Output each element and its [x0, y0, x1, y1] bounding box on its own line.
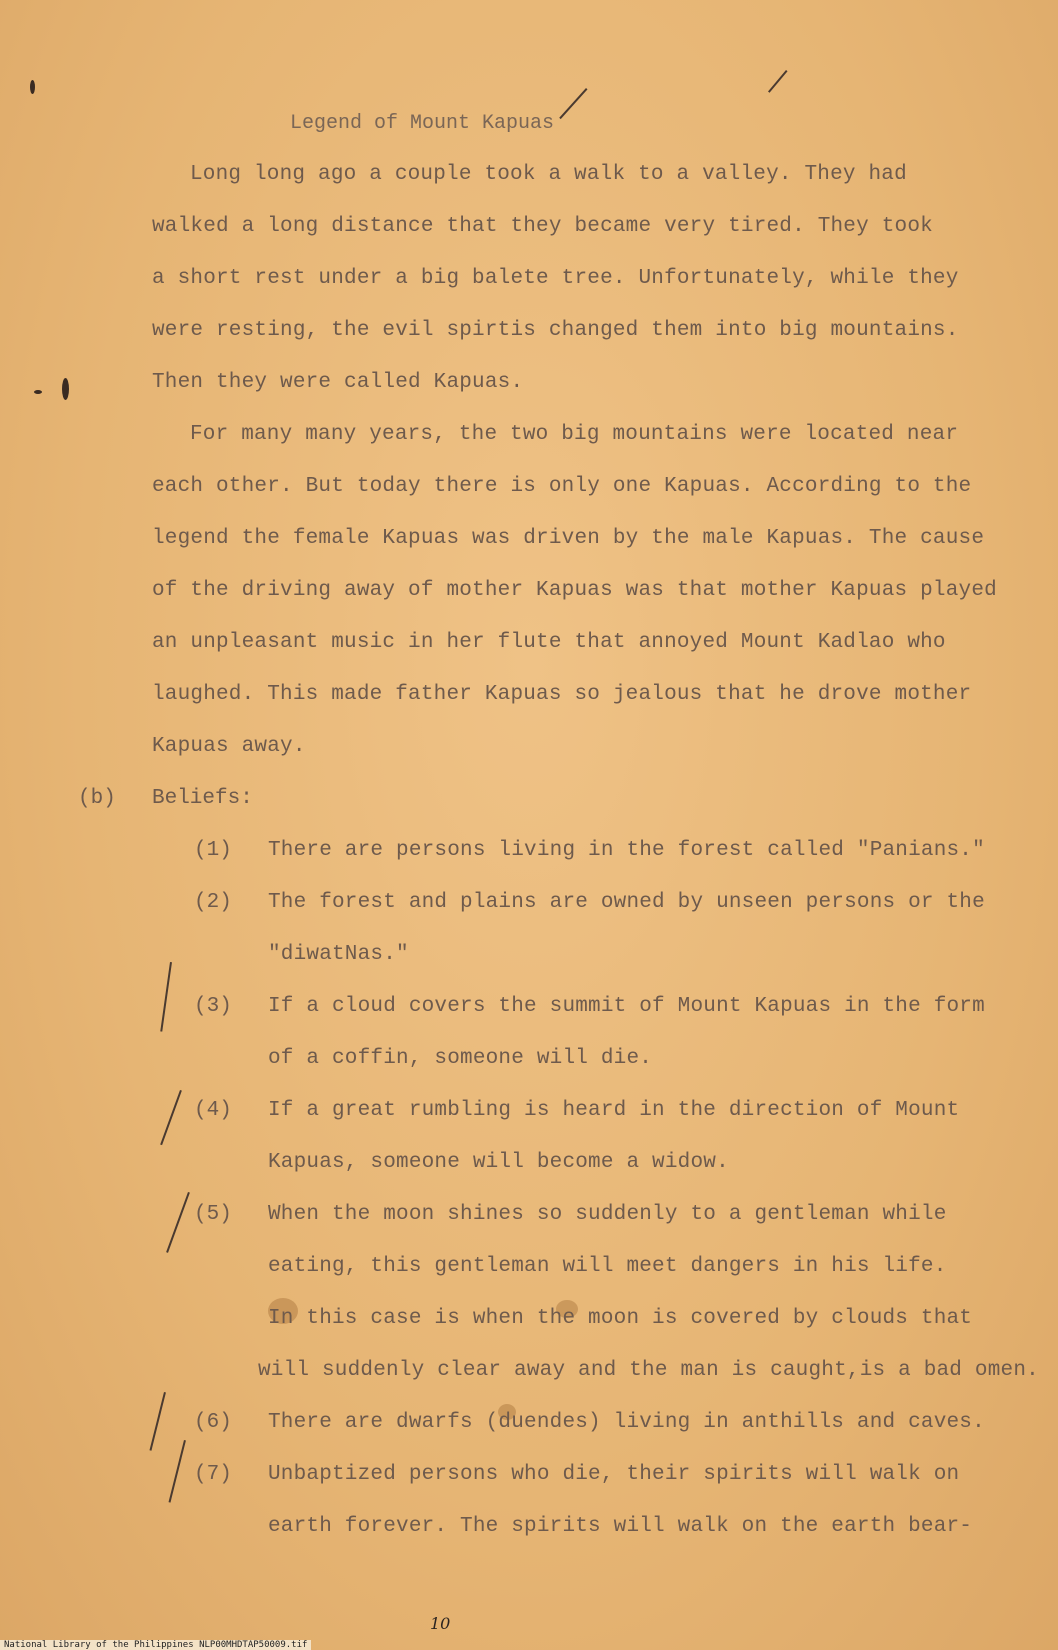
text-line: a short rest under a big balete tree. Unfortunately, while they [152, 267, 959, 290]
belief-line: There are persons living in the forest called "Panians." [268, 839, 985, 862]
section-heading: Beliefs: [152, 787, 253, 810]
text-line: of the driving away of mother Kapuas was that mother Kapuas played [152, 579, 997, 602]
belief-number: (7) [194, 1463, 232, 1486]
text-line: an unpleasant music in her flute that annoyed Mount Kadlao who [152, 631, 946, 654]
belief-line: If a great rumbling is heard in the direction of Mount [268, 1099, 960, 1122]
belief-number: (6) [194, 1411, 232, 1434]
belief-line: eating, this gentleman will meet dangers in his life. [268, 1255, 947, 1278]
belief-line: When the moon shines so suddenly to a gentleman while [268, 1203, 947, 1226]
text-line: laughed. This made father Kapuas so jealous that he drove mother [152, 683, 972, 706]
belief-line: earth forever. The spirits will walk on the earth bear- [268, 1515, 973, 1538]
document-title: Legend of Mount Kapuas [290, 112, 555, 135]
pencil-mark [169, 1440, 186, 1503]
belief-line: If a cloud covers the summit of Mount Kapuas in the form [268, 995, 985, 1018]
text-line: were resting, the evil spirtis changed them into big mountains. [152, 319, 959, 342]
pencil-mark [149, 1392, 165, 1451]
text-line: each other. But today there is only one Kapuas. According to the [152, 475, 972, 498]
belief-number: (5) [194, 1203, 232, 1226]
archive-footer: National Library of the Philippines NLP00MHDTAP50009.tif [0, 1640, 311, 1650]
belief-number: (2) [194, 891, 232, 914]
text-line: Kapuas away. [152, 735, 306, 758]
section-marker: (b) [78, 787, 116, 810]
belief-line: of a coffin, someone will die. [268, 1047, 653, 1070]
belief-line: Kapuas, someone will become a widow. [268, 1151, 729, 1174]
belief-line: The forest and plains are owned by unseen persons or the [268, 891, 985, 914]
belief-line: In this case is when the moon is covered by clouds that [268, 1307, 973, 1330]
belief-line: Unbaptized persons who die, their spirits will walk on [268, 1463, 960, 1486]
pencil-mark [160, 962, 172, 1032]
text-line: walked a long distance that they became very tired. They took [152, 215, 933, 238]
text-line: legend the female Kapuas was driven by the male Kapuas. The cause [152, 527, 985, 550]
belief-line: will suddenly clear away and the man is caught,is a bad omen. [258, 1359, 1039, 1382]
pencil-mark [160, 1090, 182, 1145]
text-line: Long long ago a couple took a walk to a valley. They had [190, 163, 907, 186]
ink-spot [30, 80, 35, 94]
belief-line: "diwatNas." [268, 943, 409, 966]
text-line: For many many years, the two big mountains were located near [190, 423, 959, 446]
belief-number: (4) [194, 1099, 232, 1122]
page-number: 10 [430, 1614, 451, 1633]
ink-spot [34, 390, 42, 394]
belief-line: There are dwarfs (duendes) living in anthills and caves. [268, 1411, 985, 1434]
belief-number: (1) [194, 839, 232, 862]
pencil-mark [559, 88, 587, 119]
belief-number: (3) [194, 995, 232, 1018]
pencil-mark [166, 1192, 190, 1253]
text-line: Then they were called Kapuas. [152, 371, 524, 394]
ink-spot [62, 378, 69, 400]
pencil-mark [768, 70, 788, 93]
